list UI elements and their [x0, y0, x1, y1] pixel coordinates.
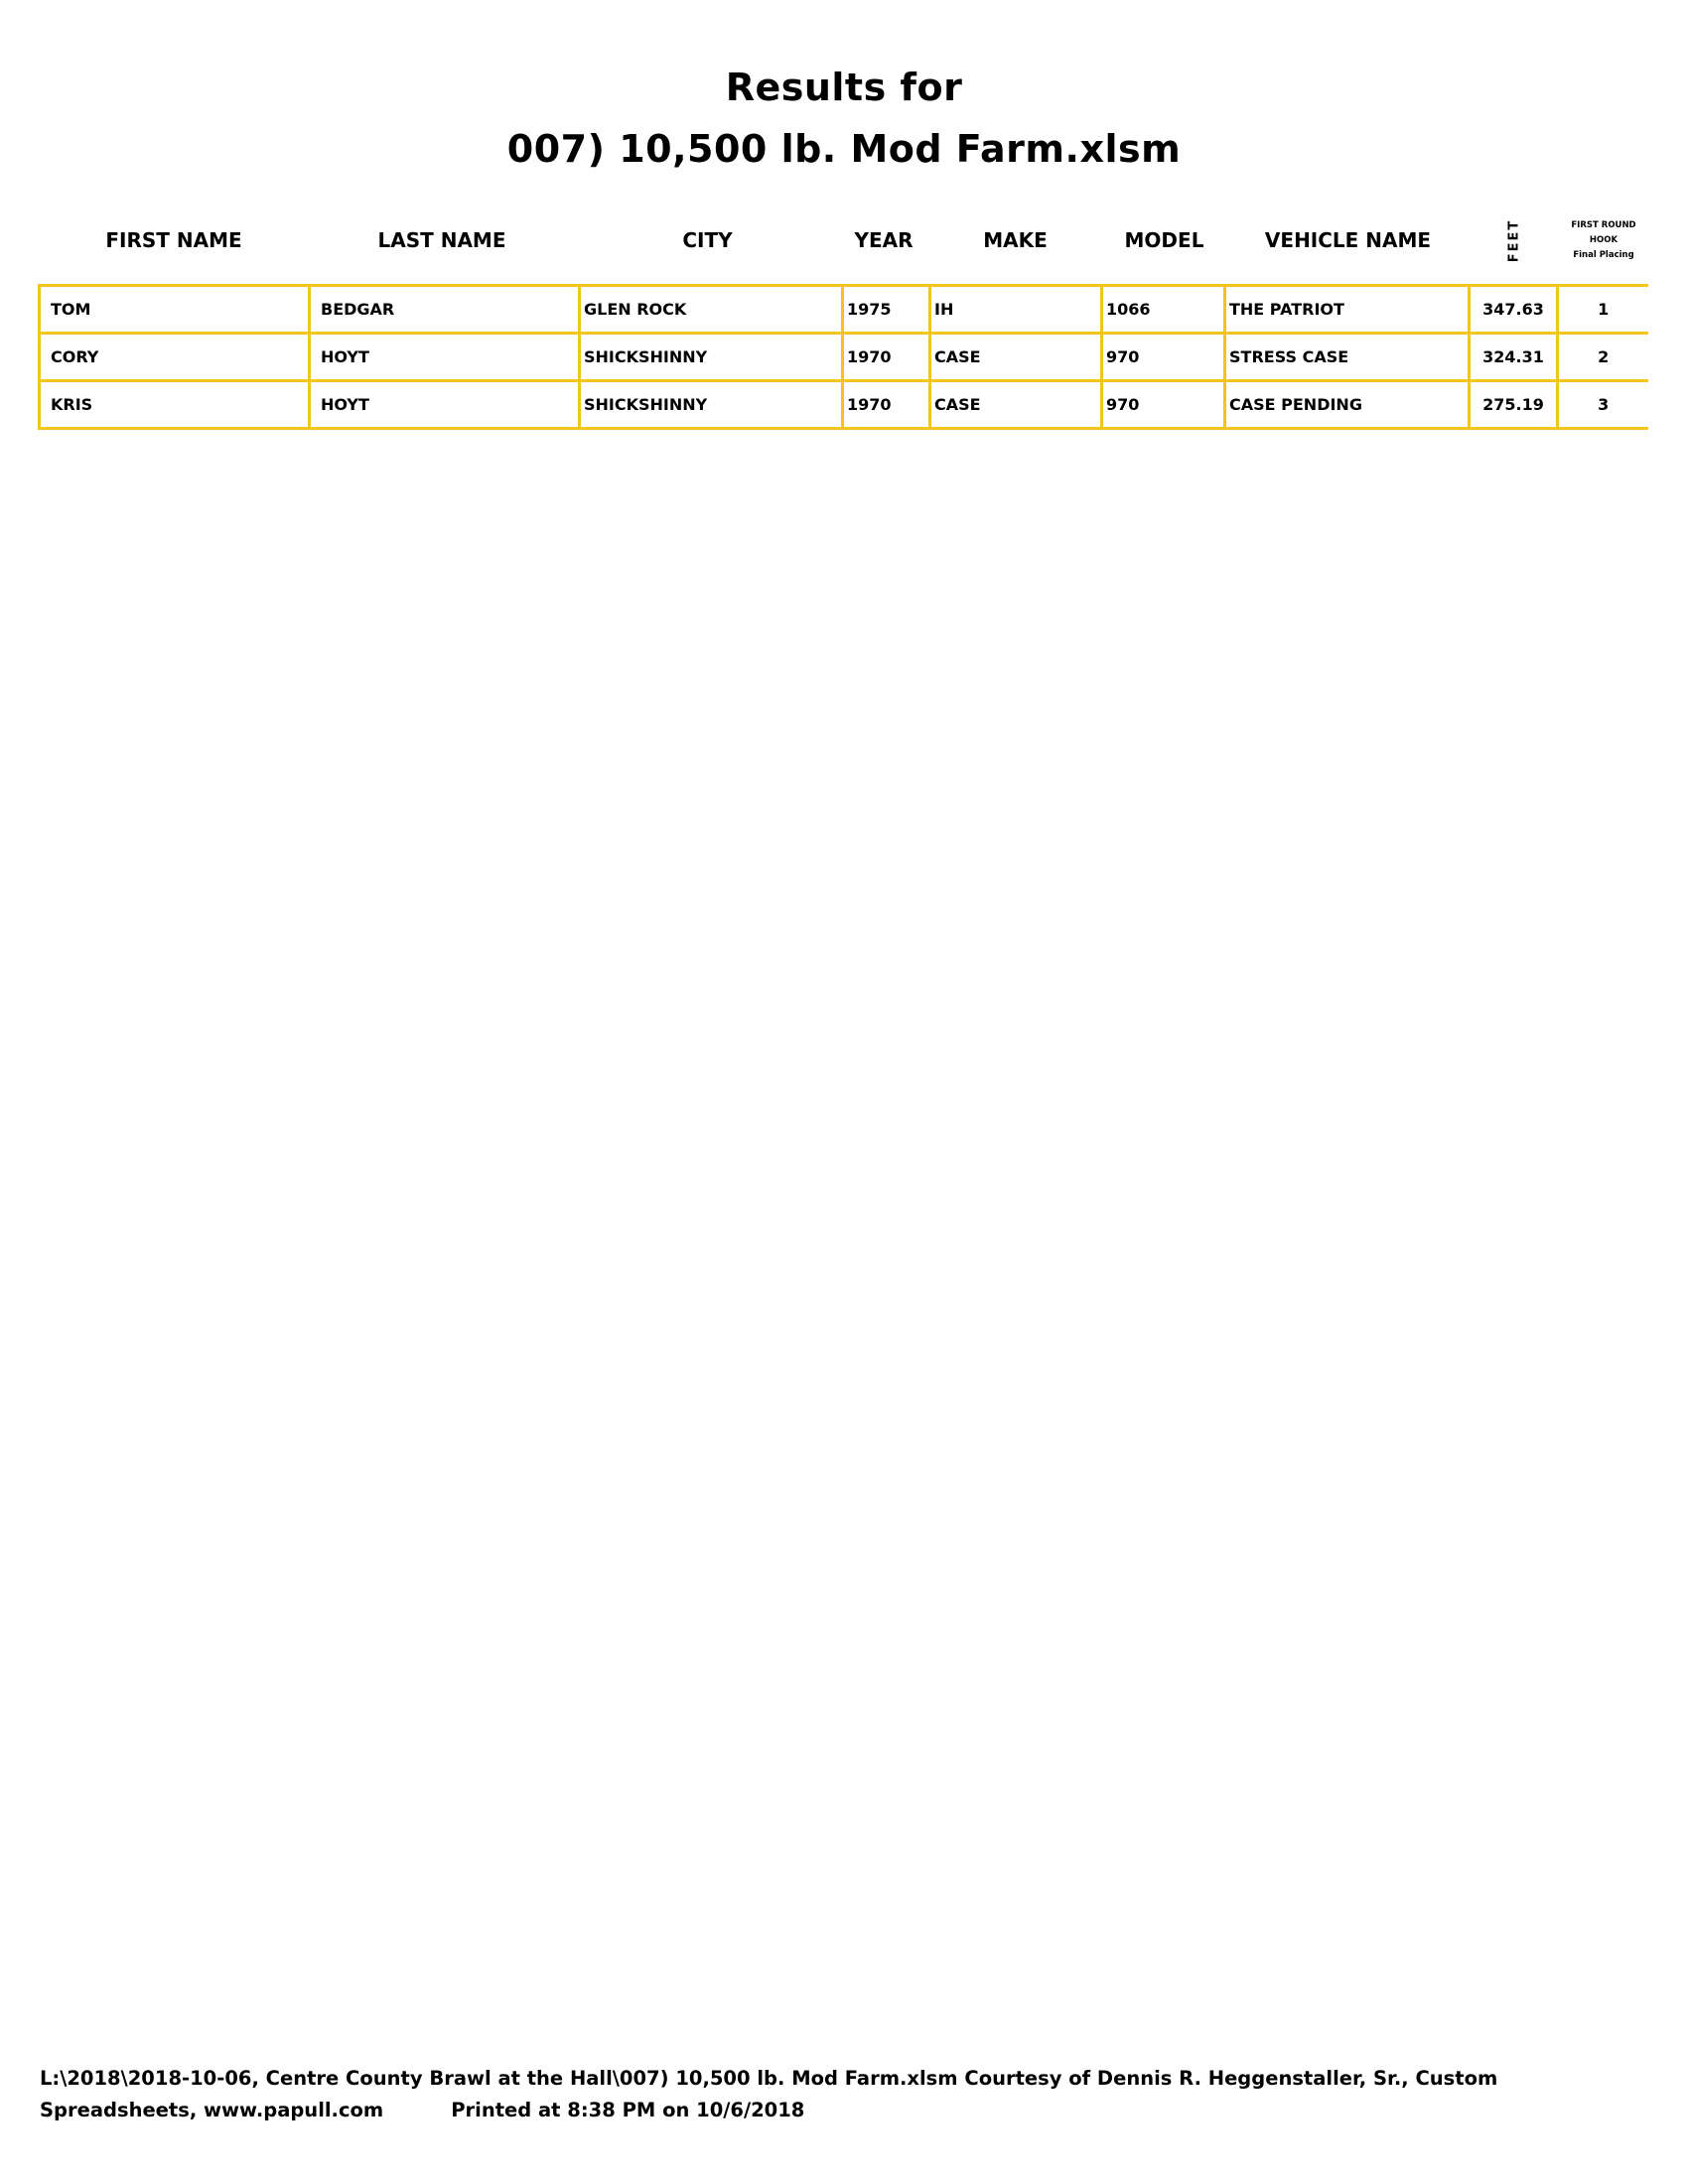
cell-make: CASE	[930, 334, 1102, 381]
footer-path-credit: L:\2018\2018-10-06, Centre County Brawl at the Hall\007) 10,500 lb. Mod Farm.xlsm Courtesy of Dennis R. Heggenstaller, Sr., Custom	[40, 2067, 1498, 2090]
cell-first-name: KRIS	[40, 381, 310, 429]
results-table	[38, 284, 1648, 430]
page-footer	[40, 2063, 1589, 2126]
cell-vehicle-name: THE PATRIOT	[1225, 286, 1470, 334]
header-feet: FEET	[1506, 218, 1522, 262]
page-title: Results for	[725, 66, 963, 109]
header-first-round-hook: FIRST ROUND HOOK Final Placing	[1571, 220, 1636, 260]
table-row	[40, 334, 1648, 381]
cell-model: 970	[1102, 334, 1225, 381]
header-make: MAKE	[983, 228, 1048, 252]
cell-feet: 275.19	[1470, 381, 1558, 429]
cell-make: IH	[930, 286, 1102, 334]
header-year: YEAR	[854, 228, 914, 252]
table-row	[40, 381, 1648, 429]
cell-vehicle-name: CASE PENDING	[1225, 381, 1470, 429]
cell-city: GLEN ROCK	[580, 286, 843, 334]
cell-last-name: HOYT	[310, 334, 580, 381]
cell-model: 1066	[1102, 286, 1225, 334]
footer-line2	[40, 2095, 1589, 2126]
table-row	[40, 286, 1648, 334]
cell-placing: 1	[1558, 286, 1648, 334]
header-model: MODEL	[1124, 228, 1204, 252]
header-first-name: FIRST NAME	[105, 228, 242, 252]
cell-feet: 324.31	[1470, 334, 1558, 381]
cell-city: SHICKSHINNY	[580, 334, 843, 381]
cell-last-name: HOYT	[310, 381, 580, 429]
cell-model: 970	[1102, 381, 1225, 429]
footer-printed-timestamp: Printed at 8:38 PM on 10/6/2018	[451, 2099, 805, 2121]
cell-year: 1970	[843, 334, 930, 381]
cell-placing: 3	[1558, 381, 1648, 429]
header-vehicle-name: VEHICLE NAME	[1264, 228, 1432, 252]
cell-first-name: TOM	[40, 286, 310, 334]
header-last-name: LAST NAME	[377, 228, 506, 252]
cell-make: CASE	[930, 381, 1102, 429]
cell-vehicle-name: STRESS CASE	[1225, 334, 1470, 381]
cell-year: 1970	[843, 381, 930, 429]
header-city: CITY	[682, 228, 733, 252]
cell-placing: 2	[1558, 334, 1648, 381]
cell-year: 1975	[843, 286, 930, 334]
cell-last-name: BEDGAR	[310, 286, 580, 334]
cell-city: SHICKSHINNY	[580, 381, 843, 429]
file-title: 007) 10,500 lb. Mod Farm.xlsm	[506, 127, 1182, 171]
cell-first-name: CORY	[40, 334, 310, 381]
footer-website: Spreadsheets, www.papull.com	[40, 2099, 384, 2121]
cell-feet: 347.63	[1470, 286, 1558, 334]
